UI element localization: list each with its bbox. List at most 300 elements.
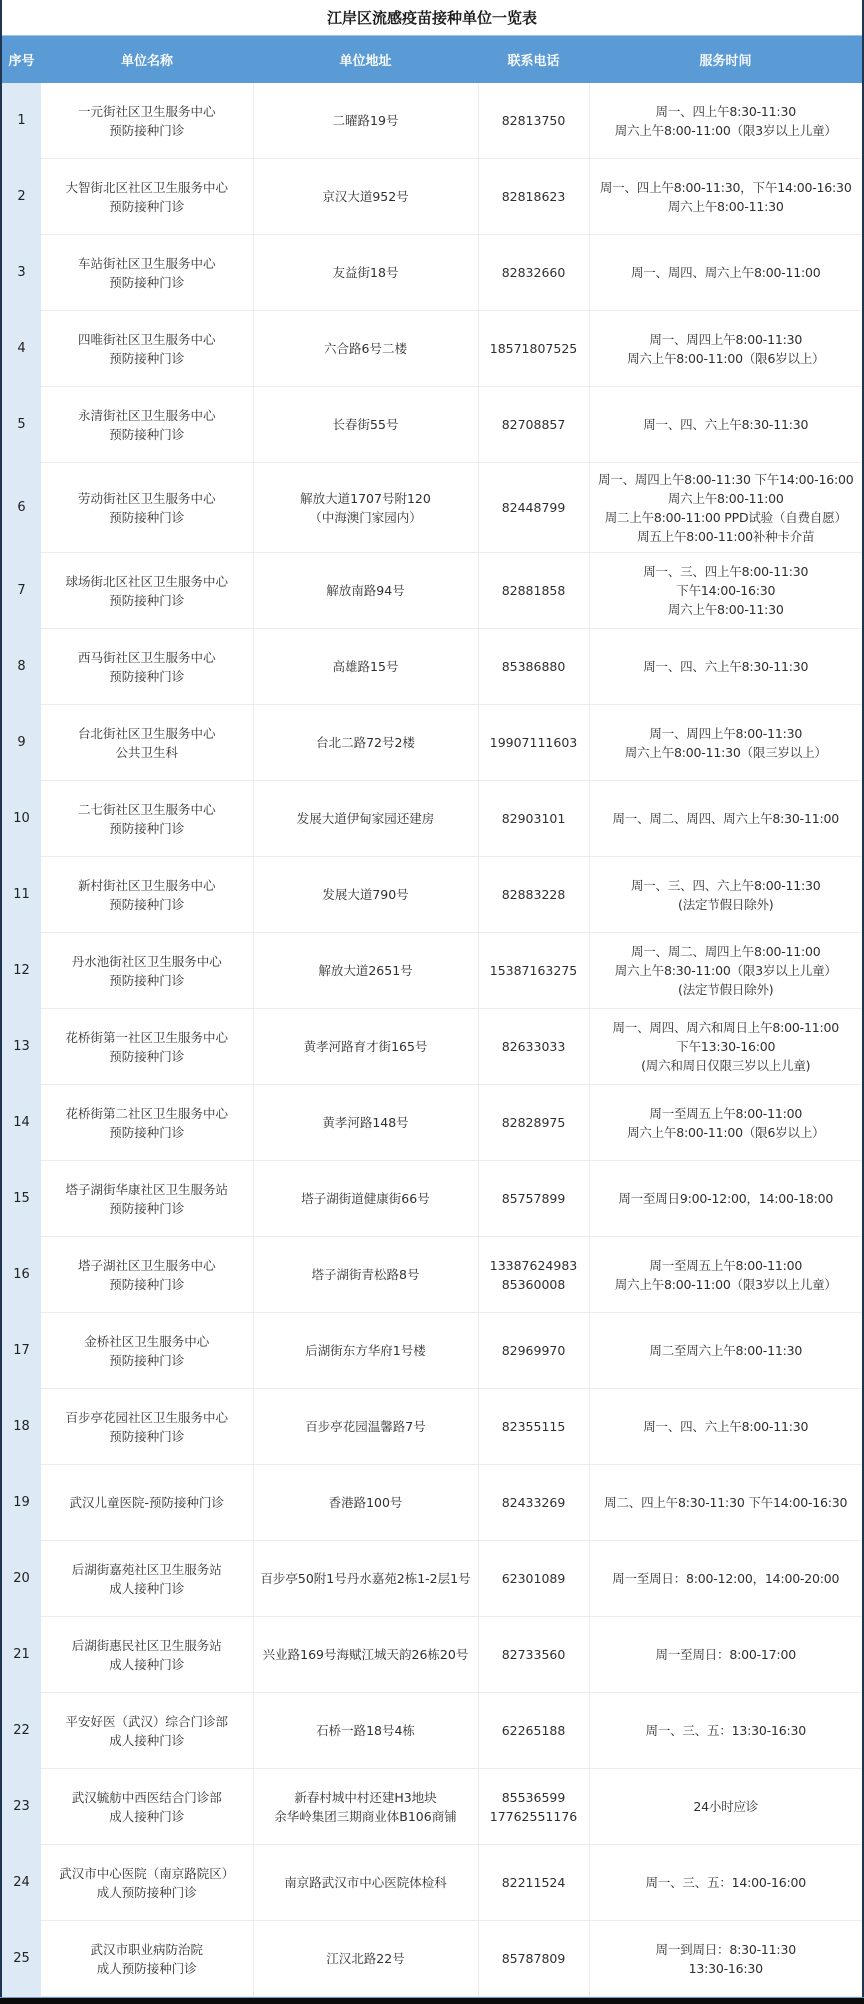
row-index-cell: 12: [2, 933, 41, 1009]
name-line: 塔子湖社区卫生服务中心: [77, 1257, 216, 1273]
name-line: 花桥街第一社区卫生服务中心: [65, 1029, 228, 1045]
table-row: [2, 1085, 862, 1161]
name-line: 金桥社区卫生服务中心: [84, 1333, 210, 1349]
column-header-address: 单位地址: [253, 36, 478, 83]
time-line: (法定节假日除外): [678, 982, 774, 997]
time-line: 周一、周二、周四、周六上午8:30-11:00: [612, 811, 839, 826]
time-line: 周五上午8:00-11:00补种卡介苗: [637, 528, 815, 544]
table-row: [2, 311, 862, 387]
bottom-edge: [0, 1997, 864, 2004]
phone-cell: [478, 933, 589, 1009]
column-header-service-time: 服务时间: [589, 36, 862, 83]
address-cell: [253, 1845, 478, 1921]
address-cell: [253, 387, 478, 463]
unit-name-cell: [41, 463, 253, 553]
name-line: 预防接种门诊: [109, 668, 185, 684]
row-index-cell: 20: [2, 1541, 41, 1617]
column-header-index: 序号: [2, 36, 41, 83]
service-time-cell: [589, 1237, 862, 1313]
time-line: 周一、四、六上午8:30-11:30: [643, 659, 809, 674]
name-line: 预防接种门诊: [109, 1428, 185, 1444]
phone-line: 82828975: [501, 1115, 566, 1130]
address-cell: [253, 1541, 478, 1617]
phone-line: 82883228: [501, 887, 566, 902]
unit-name-cell: [41, 1845, 253, 1921]
time-line: 周一、周四上午8:00-11:30: [649, 331, 803, 347]
time-line: 周一、四、六上午8:00-11:30: [643, 1419, 809, 1434]
name-line: 一元街社区卫生服务中心: [77, 103, 216, 119]
unit-name-cell: [41, 83, 253, 159]
service-time-cell: [589, 1693, 862, 1769]
phone-cell: [478, 1009, 589, 1085]
table-row: [2, 1693, 862, 1769]
time-line: 周六上午8:00-11:30: [667, 602, 784, 617]
time-line: 周一至周五上午8:00-11:00: [649, 1105, 803, 1121]
address-cell: [253, 705, 478, 781]
unit-name-cell: [41, 235, 253, 311]
phone-cell: [478, 553, 589, 629]
address-cell: [253, 1693, 478, 1769]
address-cell: [253, 553, 478, 629]
phone-cell: [478, 1617, 589, 1693]
table-row: [2, 159, 862, 235]
address-line: 后湖街东方华府1号楼: [305, 1343, 426, 1358]
table-row: [2, 1769, 862, 1845]
service-time-cell: [589, 629, 862, 705]
phone-line: 82448799: [501, 500, 566, 515]
column-header-phone: 联系电话: [478, 36, 589, 83]
name-line: 预防接种门诊: [109, 122, 185, 138]
unit-name-cell: [41, 1389, 253, 1465]
time-line: 周六上午8:00-11:00（限6岁以上）: [627, 1124, 825, 1140]
name-line: 成人接种门诊: [109, 1732, 185, 1748]
unit-name-cell: [41, 629, 253, 705]
phone-cell: [478, 83, 589, 159]
unit-name-cell: [41, 1769, 253, 1845]
table-row: [2, 387, 862, 463]
name-line: 新村街社区卫生服务中心: [77, 877, 216, 893]
address-cell: [253, 1617, 478, 1693]
row-index-cell: 13: [2, 1009, 41, 1085]
address-line: 黄孝河路育才街165号: [303, 1039, 428, 1054]
name-line: 百步亭花园社区卫生服务中心: [65, 1409, 228, 1425]
table-header: [2, 36, 862, 83]
phone-line: 82733560: [501, 1647, 566, 1662]
row-index-cell: 24: [2, 1845, 41, 1921]
row-index-cell: 19: [2, 1465, 41, 1541]
unit-name-cell: [41, 1465, 253, 1541]
time-line: 下午14:00-16:30: [676, 583, 776, 598]
service-time-cell: [589, 857, 862, 933]
service-time-cell: [589, 1389, 862, 1465]
address-line: 发展大道790号: [322, 887, 409, 902]
time-line: 周六上午8:00-11:00（限3岁以上儿童）: [614, 1276, 837, 1292]
time-line: (法定节假日除外): [678, 896, 774, 912]
service-time-cell: [589, 235, 862, 311]
service-time-cell: [589, 311, 862, 387]
time-line: 周一到周日：8:30-11:30: [655, 1941, 796, 1957]
name-line: 后湖街嘉苑社区卫生服务站: [71, 1561, 222, 1577]
phone-line: 13387624983: [489, 1257, 578, 1273]
table-row: [2, 1921, 862, 1997]
address-line: 新春村城中村还建H3地块: [294, 1789, 437, 1805]
row-index-cell: 7: [2, 553, 41, 629]
vaccination-sites-table: [2, 36, 862, 1997]
phone-line: 85787809: [501, 1951, 566, 1966]
phone-line: 82881858: [501, 583, 566, 598]
time-line: 周六上午8:30-11:00（限3岁以上儿童）: [614, 963, 837, 978]
row-index-cell: 5: [2, 387, 41, 463]
address-cell: [253, 1921, 478, 1997]
unit-name-cell: [41, 1009, 253, 1085]
name-line: 二七街社区卫生服务中心: [77, 801, 216, 817]
unit-name-cell: [41, 1313, 253, 1389]
address-line: 石桥一路18号4栋: [316, 1723, 415, 1738]
address-line: 解放大道1707号附120: [300, 490, 431, 506]
table-row: [2, 1009, 862, 1085]
address-line: 发展大道伊甸家园还建房: [296, 811, 435, 826]
service-time-cell: [589, 83, 862, 159]
row-index-cell: 23: [2, 1769, 41, 1845]
table-row: [2, 1237, 862, 1313]
name-line: 预防接种门诊: [109, 1124, 185, 1140]
phone-cell: [478, 1921, 589, 1997]
time-line: 周一至周日：8:00-12:00，14:00-20:00: [612, 1571, 840, 1586]
phone-cell: [478, 629, 589, 705]
row-index-cell: 10: [2, 781, 41, 857]
address-cell: [253, 1465, 478, 1541]
phone-line: 82818623: [501, 189, 566, 204]
row-index-cell: 16: [2, 1237, 41, 1313]
name-line: 西马街社区卫生服务中心: [77, 649, 216, 665]
table-row: [2, 629, 862, 705]
phone-line: 85386880: [501, 659, 566, 674]
table-row: [2, 933, 862, 1009]
table-row: [2, 1617, 862, 1693]
phone-line: 62265188: [501, 1723, 566, 1738]
row-index-cell: 3: [2, 235, 41, 311]
address-line: 黄孝河路148号: [322, 1115, 409, 1130]
phone-line: 82832660: [501, 265, 566, 280]
time-line: (周六和周日仅限三岁以上儿童): [641, 1058, 811, 1073]
column-header-name: 单位名称: [41, 36, 253, 83]
address-cell: [253, 1085, 478, 1161]
time-line: 周六上午8:00-11:00: [667, 490, 784, 506]
address-line: 百步亭50附1号丹水嘉苑2栋1-2层1号: [260, 1571, 471, 1586]
name-line: 预防接种门诊: [109, 896, 185, 912]
table-body: [2, 83, 862, 1997]
row-index-cell: 21: [2, 1617, 41, 1693]
table-row: [2, 463, 862, 553]
phone-cell: [478, 781, 589, 857]
time-line: 周一、四上午8:00-11:30，下午14:00-16:30: [599, 179, 852, 195]
address-cell: [253, 1009, 478, 1085]
address-cell: [253, 311, 478, 387]
unit-name-cell: [41, 1541, 253, 1617]
row-index-cell: 4: [2, 311, 41, 387]
address-cell: [253, 781, 478, 857]
name-line: 预防接种门诊: [109, 350, 185, 366]
table-row: [2, 781, 862, 857]
address-line: 二曜路19号: [332, 113, 399, 128]
time-line: 周一、周四、周六和周日上午8:00-11:00: [612, 1020, 839, 1035]
phone-cell: [478, 159, 589, 235]
name-line: 预防接种门诊: [109, 820, 185, 836]
service-time-cell: [589, 1085, 862, 1161]
time-line: 下午13:30-16:00: [676, 1039, 776, 1054]
name-line: 四唯街社区卫生服务中心: [77, 331, 216, 347]
time-line: 周一、三、四上午8:00-11:30: [643, 564, 809, 579]
time-line: 周一至周日9:00-12:00，14:00-18:00: [618, 1191, 834, 1206]
row-index-cell: 1: [2, 83, 41, 159]
phone-line: 15387163275: [489, 963, 578, 978]
phone-line: 19907111603: [489, 735, 578, 750]
phone-cell: [478, 1237, 589, 1313]
address-line: 京汉大道952号: [322, 189, 409, 204]
phone-cell: [478, 857, 589, 933]
name-line: 丹水池街社区卫生服务中心: [71, 953, 222, 969]
phone-cell: [478, 1693, 589, 1769]
unit-name-cell: [41, 1693, 253, 1769]
name-line: 成人接种门诊: [109, 1580, 185, 1596]
name-line: 武汉毓舫中西医结合门诊部: [71, 1789, 222, 1805]
unit-name-cell: [41, 781, 253, 857]
phone-cell: [478, 463, 589, 553]
service-time-cell: [589, 1845, 862, 1921]
service-time-cell: [589, 1541, 862, 1617]
time-line: 24小时应诊: [693, 1799, 759, 1814]
unit-name-cell: [41, 311, 253, 387]
unit-name-cell: [41, 1161, 253, 1237]
table-row: [2, 83, 862, 159]
time-line: 周二上午8:00-11:00 PPD试验（自费自愿）: [604, 509, 847, 525]
row-index-cell: 17: [2, 1313, 41, 1389]
name-line: 预防接种门诊: [109, 426, 185, 442]
row-index-cell: 14: [2, 1085, 41, 1161]
name-line: 花桥街第二社区卫生服务中心: [65, 1105, 228, 1121]
service-time-cell: [589, 1617, 862, 1693]
address-line: 解放大道2651号: [318, 963, 413, 978]
name-line: 预防接种门诊: [109, 1048, 185, 1064]
name-line: 成人预防接种门诊: [96, 1884, 197, 1900]
name-line: 台北街社区卫生服务中心: [77, 725, 216, 741]
address-line: 塔子湖街道健康街66号: [301, 1191, 430, 1206]
phone-line: 82355115: [501, 1419, 566, 1434]
phone-cell: [478, 1845, 589, 1921]
address-cell: [253, 629, 478, 705]
phone-cell: [478, 311, 589, 387]
phone-line: 82903101: [501, 811, 566, 826]
name-line: 车站街社区卫生服务中心: [77, 255, 216, 271]
address-line: 香港路100号: [328, 1495, 403, 1510]
service-time-cell: [589, 705, 862, 781]
name-line: 永清街社区卫生服务中心: [77, 407, 216, 423]
time-line: 13:30-16:30: [688, 1960, 763, 1976]
table-row: [2, 1541, 862, 1617]
name-line: 武汉儿童医院-预防接种门诊: [69, 1495, 224, 1510]
phone-cell: [478, 1541, 589, 1617]
name-line: 平安好医（武汉）综合门诊部: [65, 1713, 228, 1729]
unit-name-cell: [41, 1085, 253, 1161]
address-line: 六合路6号二楼: [324, 341, 407, 356]
address-cell: [253, 235, 478, 311]
address-cell: [253, 1313, 478, 1389]
time-line: 周六上午8:00-11:00（限3岁以上儿童）: [614, 122, 837, 138]
table-row: [2, 1845, 862, 1921]
unit-name-cell: [41, 705, 253, 781]
service-time-cell: [589, 1313, 862, 1389]
row-index-cell: 22: [2, 1693, 41, 1769]
table-row: [2, 235, 862, 311]
phone-line: 82633033: [501, 1039, 566, 1054]
phone-cell: [478, 1313, 589, 1389]
unit-name-cell: [41, 387, 253, 463]
name-line: 成人预防接种门诊: [96, 1960, 197, 1976]
time-line: 周六上午8:00-11:30: [667, 198, 784, 214]
address-cell: [253, 857, 478, 933]
table-title: 江岸区流感疫苗接种单位一览表: [2, 0, 862, 36]
phone-line: 82969970: [501, 1343, 566, 1358]
table-row: [2, 1161, 862, 1237]
row-index-cell: 9: [2, 705, 41, 781]
table-row: [2, 1465, 862, 1541]
address-cell: [253, 1161, 478, 1237]
time-line: 周一、周二、周四上午8:00-11:00: [630, 944, 821, 959]
name-line: 预防接种门诊: [109, 274, 185, 290]
row-index-cell: 25: [2, 1921, 41, 1997]
table-row: [2, 1313, 862, 1389]
unit-name-cell: [41, 553, 253, 629]
service-time-cell: [589, 159, 862, 235]
time-line: 周一至周日：8:00-17:00: [655, 1647, 796, 1662]
address-line: （中海澳门家园内）: [309, 509, 422, 525]
address-cell: [253, 463, 478, 553]
name-line: 球场街北区社区卫生服务中心: [65, 573, 228, 589]
time-line: 周一、周四上午8:00-11:30 下午14:00-16:00: [598, 471, 854, 487]
phone-line: 82433269: [501, 1495, 566, 1510]
name-line: 公共卫生科: [115, 744, 178, 760]
unit-name-cell: [41, 933, 253, 1009]
name-line: 武汉市职业病防治院: [90, 1941, 203, 1957]
phone-line: 82708857: [501, 417, 566, 432]
name-line: 后湖街惠民社区卫生服务站: [71, 1637, 222, 1653]
table-row: [2, 705, 862, 781]
service-time-cell: [589, 933, 862, 1009]
phone-line: 62301089: [501, 1571, 566, 1586]
row-index-cell: 15: [2, 1161, 41, 1237]
time-line: 周六上午8:00-11:30（限三岁以上）: [624, 744, 827, 760]
name-line: 武汉市中心医院（南京路院区）: [59, 1865, 235, 1881]
unit-name-cell: [41, 1921, 253, 1997]
service-time-cell: [589, 1009, 862, 1085]
address-line: 江汉北路22号: [326, 1951, 405, 1966]
time-line: 周一至周五上午8:00-11:00: [649, 1257, 803, 1273]
time-line: 周一、三、五：13:30-16:30: [645, 1723, 806, 1738]
service-time-cell: [589, 463, 862, 553]
table-row: [2, 857, 862, 933]
address-cell: [253, 1389, 478, 1465]
address-line: 台北二路72号2楼: [316, 735, 415, 750]
unit-name-cell: [41, 857, 253, 933]
table-row: [2, 553, 862, 629]
phone-line: 18571807525: [489, 341, 578, 356]
service-time-cell: [589, 1161, 862, 1237]
phone-cell: [478, 1769, 589, 1845]
time-line: 周一、四上午8:30-11:30: [655, 103, 796, 119]
row-index-cell: 11: [2, 857, 41, 933]
time-line: 周一、三、五：14:00-16:00: [645, 1875, 806, 1890]
name-line: 成人接种门诊: [109, 1808, 185, 1824]
name-line: 预防接种门诊: [109, 509, 185, 525]
address-line: 余华岭集团三期商业体B106商铺: [274, 1808, 457, 1824]
time-line: 周二至周六上午8:00-11:30: [649, 1343, 803, 1358]
phone-line: 82211524: [501, 1875, 566, 1890]
table-row: [2, 1389, 862, 1465]
phone-cell: [478, 705, 589, 781]
phone-cell: [478, 1085, 589, 1161]
address-line: 友益街18号: [332, 265, 399, 280]
address-line: 南京路武汉市中心医院体检科: [284, 1875, 447, 1890]
name-line: 大智街北区社区卫生服务中心: [65, 179, 228, 195]
address-cell: [253, 1237, 478, 1313]
address-line: 百步亭花园温馨路7号: [305, 1419, 426, 1434]
row-index-cell: 2: [2, 159, 41, 235]
name-line: 预防接种门诊: [109, 592, 185, 608]
unit-name-cell: [41, 1237, 253, 1313]
name-line: 预防接种门诊: [109, 972, 185, 988]
phone-line: 17762551176: [489, 1808, 578, 1824]
phone-cell: [478, 387, 589, 463]
service-time-cell: [589, 1465, 862, 1541]
phone-cell: [478, 235, 589, 311]
row-index-cell: 6: [2, 463, 41, 553]
service-time-cell: [589, 1769, 862, 1845]
address-line: 解放南路94号: [326, 583, 405, 598]
service-time-cell: [589, 1921, 862, 1997]
address-cell: [253, 933, 478, 1009]
name-line: 预防接种门诊: [109, 1276, 185, 1292]
time-line: 周一、三、四、六上午8:00-11:30: [630, 877, 821, 893]
phone-line: 85536599: [501, 1789, 566, 1805]
address-cell: [253, 159, 478, 235]
time-line: 周二、四上午8:30-11:30 下午14:00-16:30: [604, 1495, 848, 1510]
address-line: 塔子湖街青松路8号: [311, 1267, 420, 1282]
phone-cell: [478, 1465, 589, 1541]
time-line: 周一、周四、周六上午8:00-11:00: [630, 265, 821, 280]
address-cell: [253, 1769, 478, 1845]
address-line: 长春街55号: [332, 417, 399, 432]
time-line: 周一、四、六上午8:30-11:30: [643, 417, 809, 432]
time-line: 周一、周四上午8:00-11:30: [649, 725, 803, 741]
phone-cell: [478, 1389, 589, 1465]
name-line: 劳动街社区卫生服务中心: [77, 490, 216, 506]
phone-line: 85360008: [501, 1276, 566, 1292]
address-line: 高雄路15号: [332, 659, 399, 674]
name-line: 成人接种门诊: [109, 1656, 185, 1672]
phone-line: 85757899: [501, 1191, 566, 1206]
name-line: 预防接种门诊: [109, 1352, 185, 1368]
time-line: 周六上午8:00-11:00（限6岁以上）: [627, 350, 825, 366]
row-index-cell: 8: [2, 629, 41, 705]
address-cell: [253, 83, 478, 159]
row-index-cell: 18: [2, 1389, 41, 1465]
unit-name-cell: [41, 1617, 253, 1693]
name-line: 预防接种门诊: [109, 198, 185, 214]
service-time-cell: [589, 387, 862, 463]
name-line: 预防接种门诊: [109, 1200, 185, 1216]
unit-name-cell: [41, 159, 253, 235]
service-time-cell: [589, 553, 862, 629]
